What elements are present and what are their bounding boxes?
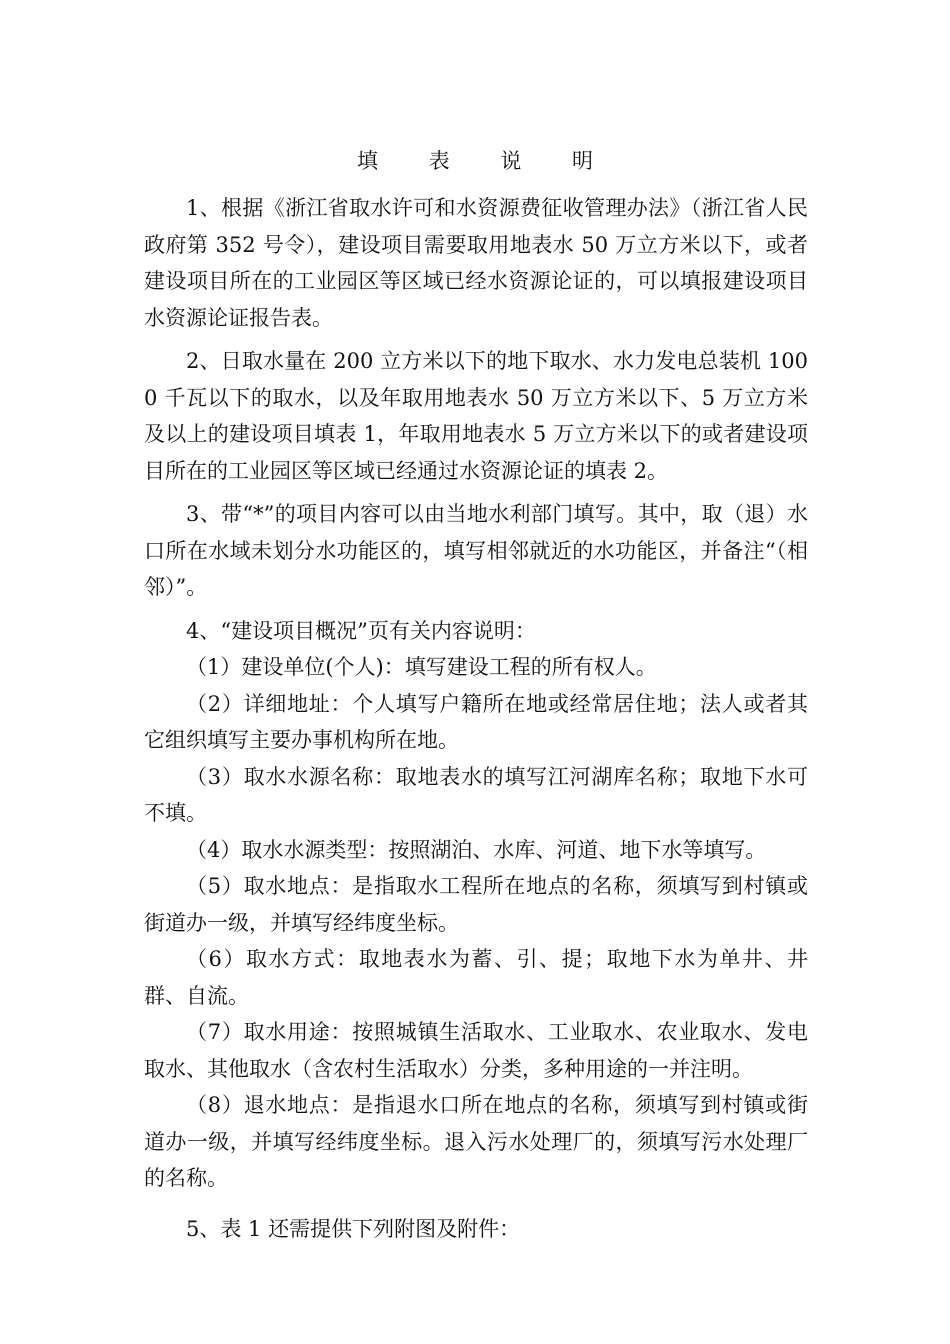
item-1-construction-unit: （1）建设单位(个人)：填写建设工程的所有权人。 xyxy=(186,655,657,679)
item-2-address: （2）详细地址：个人填写户籍所在地或经常居住地；法人或者其它组织填写主要办事机构所在地。 xyxy=(144,691,808,752)
item-4-water-source-type: （4）取水水源类型：按照湖泊、水库、河道、地下水等填写。 xyxy=(186,837,767,862)
paragraph-2-form-selection: 2、日取水量在 200 立方米以下的地下取水、水力发电总装机 1000 千瓦以下的取水，以及年取用地表水 50 万立方米以下、5 万立方米及以上的建设项目填表 1，年取用地表水 5 万立方米以下的或者建设项目所在的工业园区等区域已经通过水资源论证的填表 2。 xyxy=(144,349,808,483)
paragraph-1-regulation-basis: 1、根据《浙江省取水许可和水资源费征收管理办法》（浙江省人民政府第 352 号令），建设项目需要取用地表水 50 万立方米以下，或者建设项目所在的工业园区等区域已经水资源论证的，可以填报建设项目水资源论证报告表。 xyxy=(144,196,808,330)
item-3-water-source-name: （3）取水水源名称：取地表水的填写江河湖库名称；取地下水可不填。 xyxy=(144,764,808,825)
instructions-body xyxy=(144,190,808,1247)
item-8-discharge-location: （8）退水地点：是指退水口所在地点的名称，须填写到村镇或街道办一级，并填写经纬度坐标。退入污水处理厂的，须填写污水处理厂的名称。 xyxy=(144,1093,808,1190)
paragraph-4-project-overview: 4、“建设项目概况”页有关内容说明： xyxy=(186,618,536,643)
item-7-water-use: （7）取水用途：按照城镇生活取水、工业取水、农业取水、发电取水、其他取水（含农村生活取水）分类，多种用途的一并注明。 xyxy=(144,1020,808,1081)
paragraph-5-attachments: 5、表 1 还需提供下列附图及附件： xyxy=(186,1216,521,1241)
paragraph-3-asterisk-items: 3、带“*”的项目内容可以由当地水利部门填写。其中，取（退）水口所在水域未划分水功能区的，填写相邻就近的水功能区，并备注“（相邻）”。 xyxy=(144,502,808,599)
page-title: 填 表 说 明 xyxy=(356,149,616,173)
item-5-intake-location: （5）取水地点：是指取水工程所在地点的名称，须填写到村镇或街道办一级，并填写经纬度坐标。 xyxy=(144,874,808,935)
item-6-intake-method: （6）取水方式：取地表水为蓄、引、提；取地下水为单井、井群、自流。 xyxy=(144,947,808,1008)
